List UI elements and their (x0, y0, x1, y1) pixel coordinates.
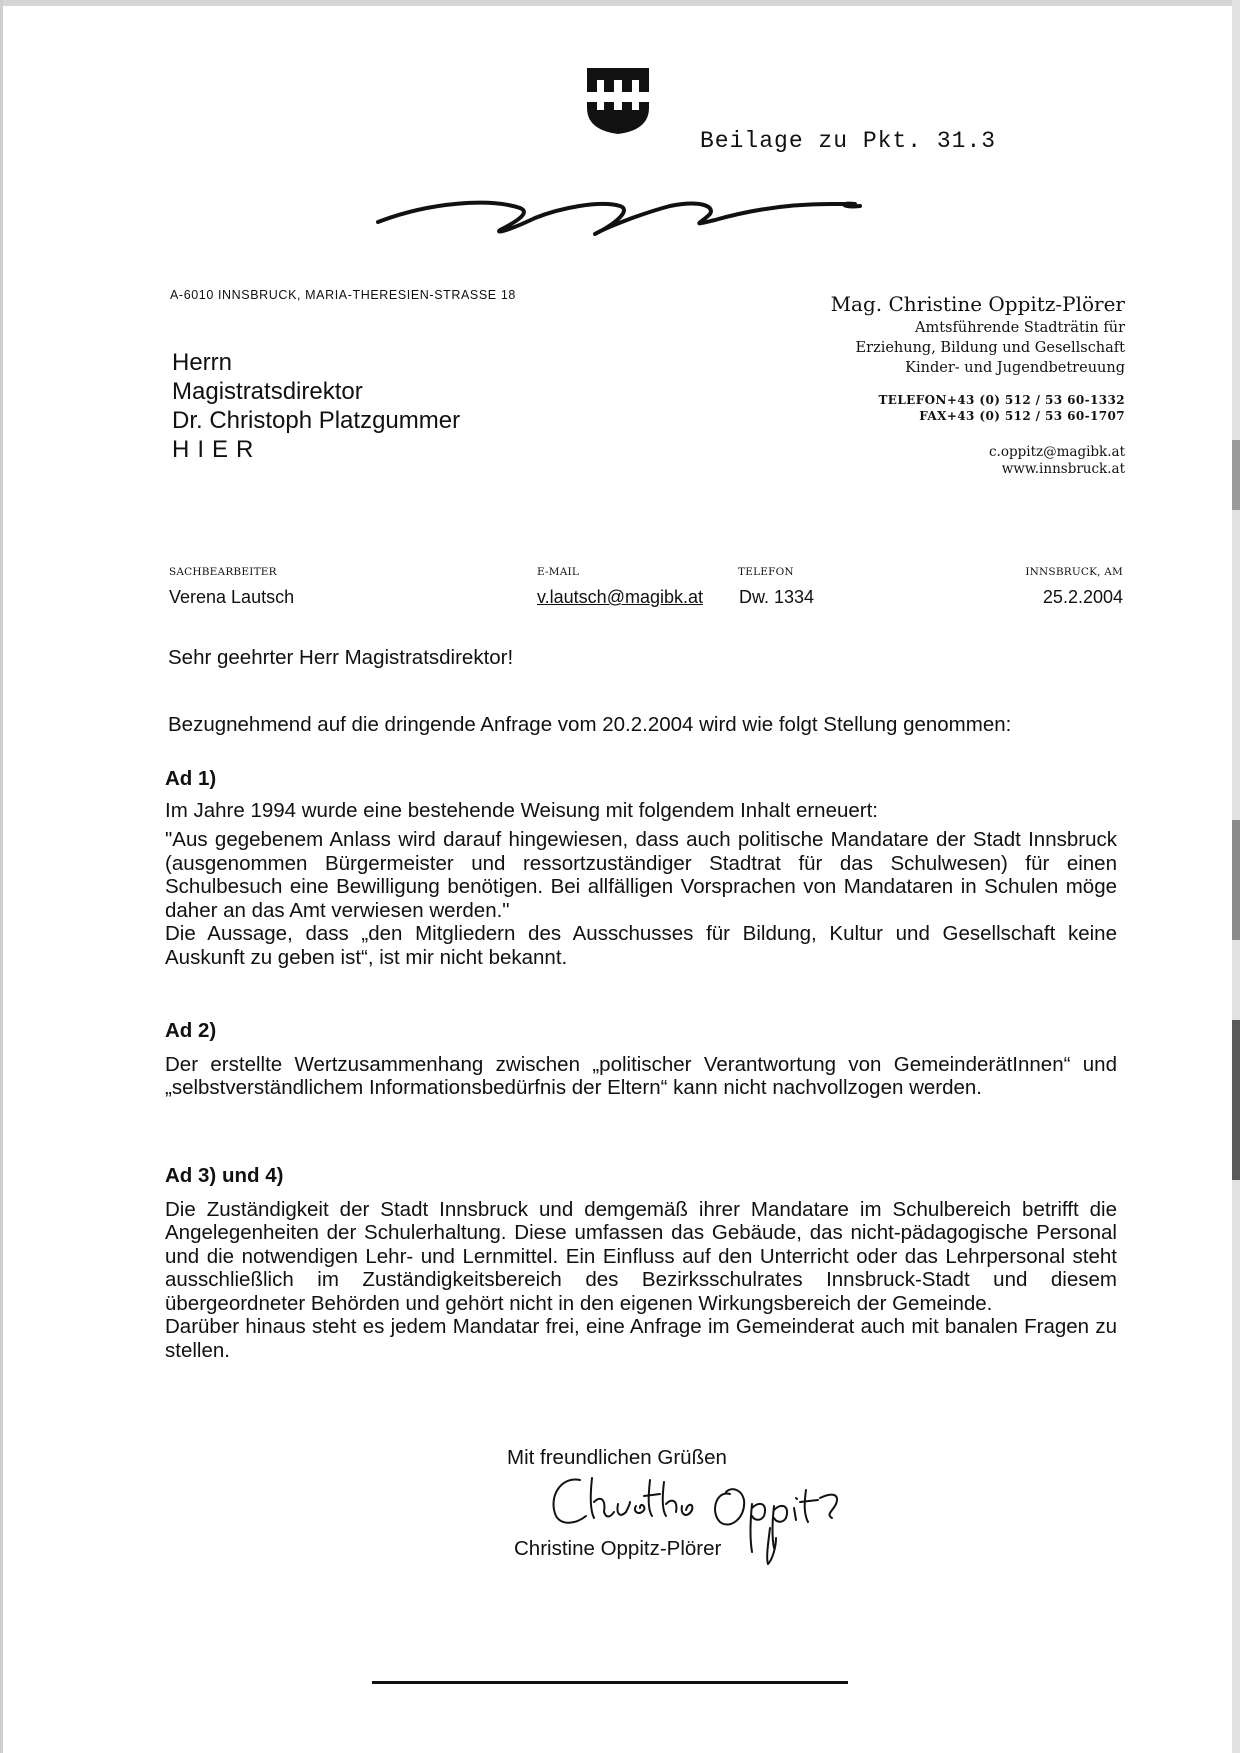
recipient-block (172, 348, 460, 464)
salutation: Sehr geehrter Herr Magistratsdirektor! (168, 646, 514, 669)
section-ad-1-heading: Ad 1) (165, 767, 217, 790)
reference-note: Beilage zu Pkt. 31.3 (700, 128, 997, 154)
section-ad-2 (165, 1019, 1117, 1100)
section-ad-3-4-paragraph-1: Die Zuständigkeit der Stadt Innsbruck und demgemäß ihrer Mandatare im Schulbereich betrifft die Angelegenheiten der Schulerhaltung. Diese umfassen das Gebäude, das nicht-pädagogische Personal und die notwendigen Lehr- und Lernmittel. Ein Einfluss auf den Unterricht oder das Lehrpersonal steht ausschließlich im Zuständigkeitsbereich des Bezirksschulrates Innsbruck-Stadt und diesem übergeordneter Behörden und gehört nicht in den eigenen Wirkungsbereich der Gemeinde. (165, 1197, 1117, 1315)
sachbearbeiter-label: SACHBEARBEITER (169, 566, 277, 578)
sender-telefon: TELEFON+43 (0) 512 / 53 60-1332 (878, 393, 1125, 407)
section-ad-1 (165, 767, 1117, 969)
sender-role-3: Kinder- und Jugendbetreuung (905, 360, 1125, 376)
sender-email: c.oppitz@magibk.at (988, 444, 1125, 460)
section-ad-2-heading: Ad 2) (165, 1019, 217, 1042)
scan-edge-top (0, 0, 1240, 6)
date-label: INNSBRUCK, AM (1025, 566, 1123, 578)
section-ad-3-4 (165, 1164, 1117, 1362)
sender-address-line: A-6010 INNSBRUCK, MARIA-THERESIEN-STRASSE 18 (170, 288, 516, 302)
sender-letterhead (831, 292, 1125, 478)
section-ad-1-paragraph-3: Die Aussage, dass „den Mitgliedern des Ausschusses für Bildung, Kultur und Gesellschaft keine Auskunft zu geben ist“, ist mir nicht bekannt. (165, 922, 1117, 969)
bottom-rule (372, 1681, 848, 1684)
section-ad-2-paragraph: Der erstellte Wertzusammenhang zwischen „politischer Verantwortung von GemeinderätInnen“ und „selbstverständlichem Informationsbedürfnis der Eltern“ kann nicht nachvollzogen werden. (165, 1052, 1117, 1099)
sender-fax: FAX+43 (0) 512 / 53 60-1707 (919, 409, 1125, 423)
innsbruck-coat-of-arms-logo (585, 68, 651, 136)
sender-role-2: Erziehung, Bildung und Gesellschaft (855, 340, 1125, 356)
signer-name: Christine Oppitz-Plörer (514, 1537, 722, 1560)
scan-edge-right (1232, 0, 1240, 1753)
sender-name: Mag. Christine Oppitz-Plörer (830, 292, 1125, 316)
telefon-label: TELEFON (738, 566, 794, 578)
email-link[interactable]: v.lautsch@magibk.at (537, 587, 704, 607)
email-label: E-MAIL (537, 566, 580, 578)
section-ad-1-paragraph-1: Im Jahre 1994 wurde eine bestehende Weisung mit folgendem Inhalt erneuert: (165, 798, 879, 822)
recipient-name: Dr. Christoph Platzgummer (172, 407, 461, 434)
sender-website: www.innsbruck.at (1001, 461, 1125, 477)
sender-role-1: Amtsführende Stadträtin für (915, 320, 1125, 336)
scan-edge-left (0, 0, 3, 1753)
handwritten-initials-scribble (370, 190, 870, 250)
recipient-salutation: Herrn (172, 349, 233, 376)
section-ad-3-4-heading: Ad 3) und 4) (165, 1164, 284, 1187)
telefon-value: Dw. 1334 (739, 587, 815, 607)
intro-paragraph: Bezugnehmend auf die dringende Anfrage vom 20.2.2004 wird wie folgt Stellung genommen: (168, 713, 1012, 736)
sachbearbeiter-value: Verena Lautsch (169, 587, 295, 607)
section-ad-1-quote: "Aus gegebenem Anlass wird darauf hingewiesen, dass auch politische Mandatare der Stadt Innsbruck (ausgenommen Bürgermeister und ressortzuständiger Stadtrat für das Schulwesen) für einen Schulbesuch eine Bewilligung benötigen. Bei allfälligen Vorsprachen von Mandataren in Schulen möge daher an das Amt verwiesen werden." (165, 828, 1117, 922)
recipient-location: HIER (172, 436, 262, 463)
closing-phrase: Mit freundlichen Grüßen (507, 1446, 727, 1469)
recipient-title: Magistratsdirektor (172, 378, 363, 405)
date-value: 25.2.2004 (1042, 587, 1123, 607)
section-ad-3-4-paragraph-2: Darüber hinaus steht es jedem Mandatar frei, eine Anfrage im Gemeinderat auch mit banalen Fragen zu stellen. (165, 1315, 1117, 1362)
